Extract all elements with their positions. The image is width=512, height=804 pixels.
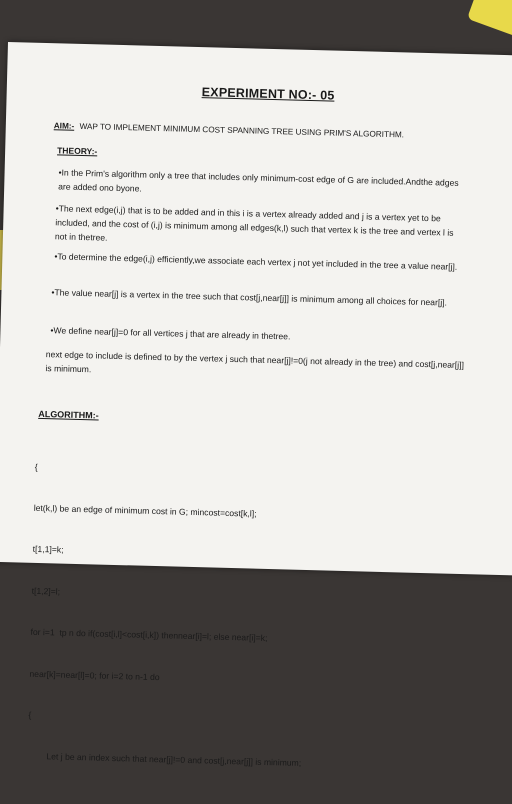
code-line: near[k]=near[l]=0; for i=2 to n-1 do (29, 668, 160, 682)
theory-paragraph-4: •The value near[j] is a vertex in the tree such that cost[j,near[j]] is minimum among all choices for near[j]. (51, 287, 448, 308)
aim-label: AIM:- (53, 121, 75, 131)
theory-paragraph-1: •In the Prim's algorithm only a tree that includes only minimum-cost edge of G are included.Andthe adges are added ono byone. (58, 167, 459, 194)
code-line: { (34, 461, 38, 472)
aim-line (54, 121, 404, 139)
page-title: EXPERIMENT NO:- 05 (201, 85, 335, 103)
code-line: t[1,2]=l; (31, 585, 61, 597)
background-sticky-note (467, 0, 512, 39)
theory-paragraph-6: next edge to include is defined to by the vertex j such that near[j]!=0(j not already in the tree) and cost[j,near[j]] is minimum. (45, 349, 465, 375)
code-line: t[1,1]=k; (32, 544, 64, 556)
theory-heading: THEORY:- (57, 145, 98, 157)
theory-paragraph-2: •The next edge(i,j) that is to be added and in this i is a vertex already added and j is a vertex yet to be included, and the cost of (i,j) is minimum among all edges(k,l) such that vertex k is the tree and vertex l is not in thetree. (54, 203, 454, 243)
code-line: let(k,l) be an edge of minimum cost in G; mincost=cost[k,l]; (33, 502, 257, 519)
algorithm-code (26, 433, 309, 799)
code-line: { (28, 709, 32, 720)
theory-paragraph-3: •To determine the edge(i,j) efficiently,we associate each vertex j not yet included in the tree a value near[j]. (54, 251, 458, 272)
document-page (0, 42, 512, 769)
algorithm-heading: ALGORITHM:- (38, 408, 99, 421)
aim-text: WAP TO IMPLEMENT MINIMUM COST SPANNING TREE USING PRIM'S ALGORITHM. (79, 121, 405, 140)
code-line: Let j be an index such that near[j]!=0 and cost[j,near[j]] is minimum; (27, 751, 302, 769)
code-line: for i=1 tp n do if(cost[i,l]<cost[i,k]) thennear[i]=l; else near[i]=k; (30, 626, 268, 644)
theory-paragraph-5: •We define near[j]=0 for all vertices j that are already in thetree. (50, 325, 291, 342)
